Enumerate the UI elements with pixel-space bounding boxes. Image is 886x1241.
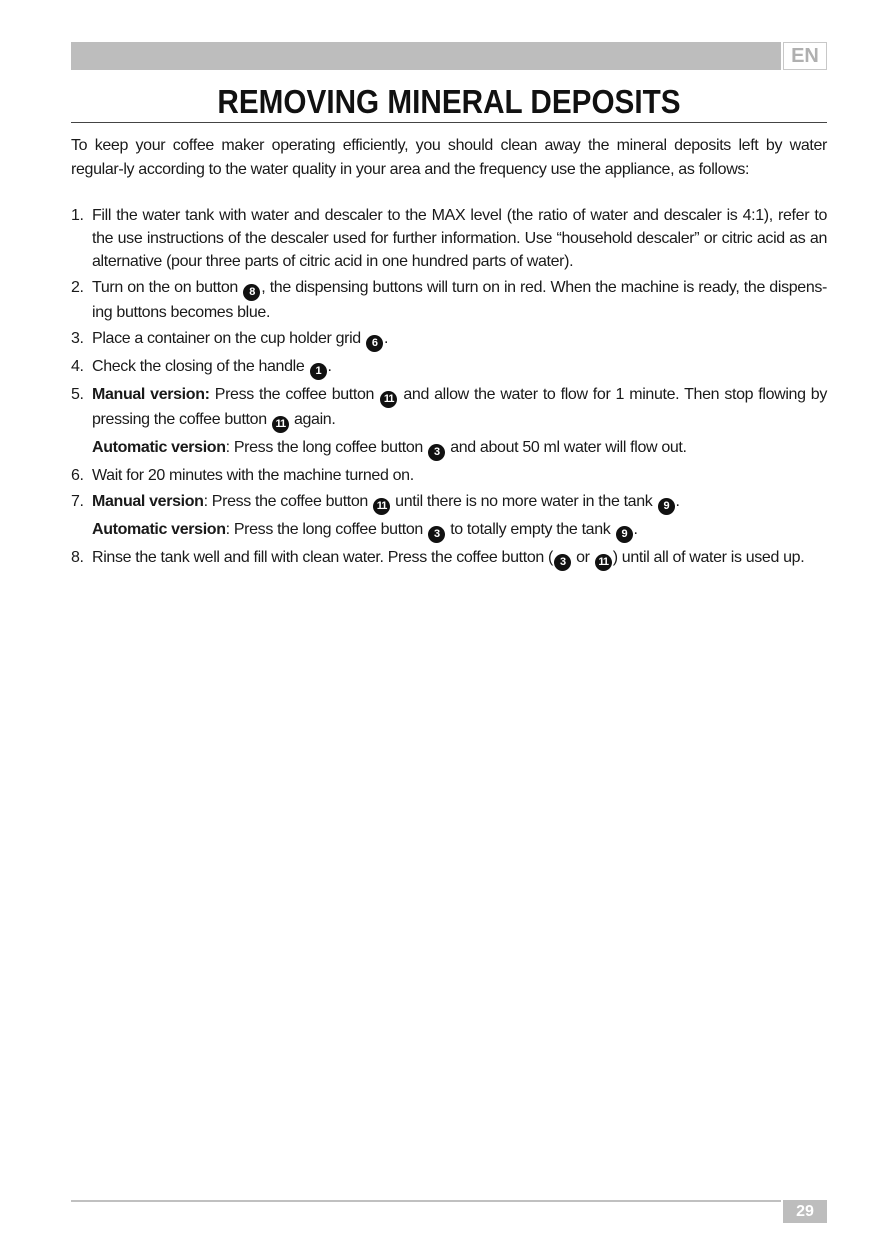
step-text: . [633, 521, 638, 538]
version-label: Automatic version [92, 439, 226, 456]
intro-paragraph: To keep your coffee maker operating efficiently, you should clean away the mineral deposits left by water regular-ly according to the water quality in your area and the frequency use the appliance, as follows: [71, 137, 827, 178]
step-1 [71, 204, 827, 273]
step-text: : Press the coffee button [203, 493, 373, 510]
step-text: Turn on the on button [92, 279, 243, 296]
step-number: 5. [71, 386, 84, 403]
step-3 [71, 327, 827, 352]
step-2 [71, 276, 827, 324]
step-number: 4. [71, 358, 84, 375]
version-label: Manual version: [92, 386, 210, 403]
step-7-automatic [71, 518, 827, 543]
step-text: to totally empty the tank [446, 521, 615, 538]
version-label: Manual version [92, 493, 204, 510]
step-text: again. [289, 411, 336, 428]
step-number: 7. [71, 493, 84, 510]
step-5-automatic [71, 436, 827, 461]
step-text: . [327, 358, 332, 375]
step-text: Place a container on the cup holder grid [92, 330, 365, 347]
part-number-icon: 3 [428, 444, 445, 461]
step-text: Wait for 20 minutes with the machine turned on. [92, 467, 414, 484]
footer-divider [71, 1200, 781, 1202]
step-text: . [383, 330, 389, 347]
step-text: , the dispensing buttons will turn on in red. When the machine is ready, the dispens-ing buttons becomes blue. [92, 279, 827, 321]
part-number-icon: 9 [658, 498, 675, 515]
step-text: Check the closing of the handle [92, 358, 309, 375]
step-text: Rinse the tank well and fill with clean water. Press the coffee button ( [92, 549, 553, 566]
step-text: ) until all of water is used up. [612, 549, 805, 566]
part-number-icon: 11 [373, 498, 390, 515]
step-4 [71, 355, 827, 380]
language-badge: EN [783, 42, 827, 70]
step-6 [71, 464, 827, 487]
title-divider [71, 122, 827, 123]
step-text: and about 50 ml water will flow out. [446, 439, 687, 456]
part-number-icon: 6 [366, 335, 383, 352]
step-number: 2. [71, 279, 84, 296]
step-number: 1. [71, 207, 84, 224]
steps-list [71, 204, 827, 571]
step-text: and allow the water to flow for 1 minute. Then stop flowing by pressing the coffee button [92, 386, 827, 428]
step-number: 6. [71, 467, 84, 484]
step-text: until there is no more water in the tank [391, 493, 657, 510]
part-number-icon: 8 [243, 284, 260, 301]
step-text: Fill the water tank with water and descaler to the MAX level (the ratio of water and descaler is 4:1), refer to the use instructions of the descaler used for further information. Use “household descaler” or citric acid as an alternative (pour three parts of citric acid in one hundred parts of water). [92, 207, 827, 270]
part-number-icon: 11 [380, 391, 397, 408]
part-number-icon: 1 [310, 363, 327, 380]
step-number: 3. [71, 330, 84, 347]
step-text: Press the coffee button [209, 386, 380, 403]
step-number: 8. [71, 549, 84, 566]
part-number-icon: 9 [616, 526, 633, 543]
part-number-icon: 3 [554, 554, 571, 571]
part-number-icon: 3 [428, 526, 445, 543]
header-bar [71, 42, 781, 70]
page-number: 29 [783, 1200, 827, 1223]
step-text: or [572, 549, 594, 566]
step-5 [71, 383, 827, 433]
version-label: Automatic version [92, 521, 226, 538]
step-8 [71, 546, 827, 571]
page-title: REMOVING MINERAL DEPOSITS [217, 83, 681, 120]
part-number-icon: 11 [272, 416, 289, 433]
step-text: : Press the long coffee button [225, 439, 428, 456]
main-content [71, 134, 827, 574]
step-text: : Press the long coffee button [225, 521, 428, 538]
step-text: . [675, 493, 680, 510]
part-number-icon: 11 [595, 554, 612, 571]
step-7 [71, 490, 827, 515]
